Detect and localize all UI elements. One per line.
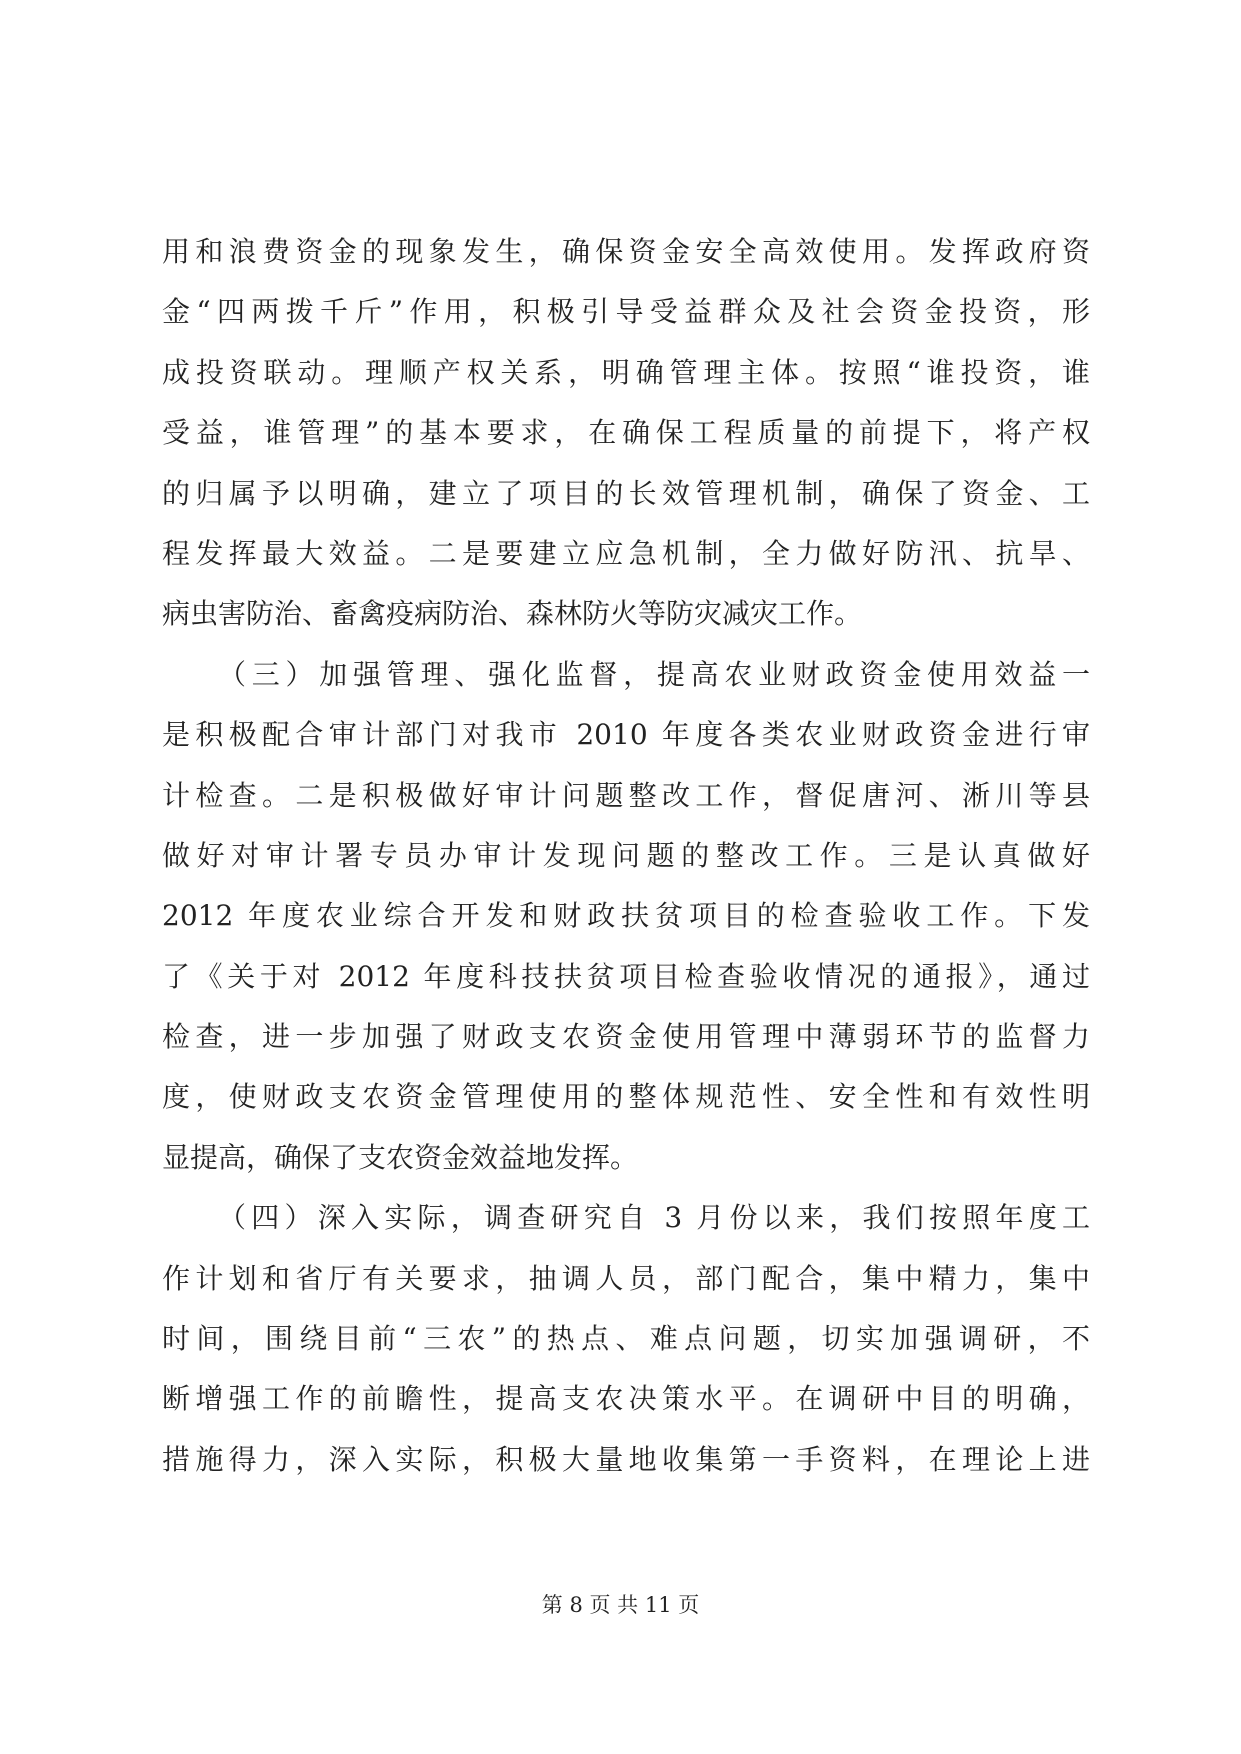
paragraph-line: 用和浪费资金的现象发生，确保资金安全高效使用。发挥政府资 [162, 235, 1090, 268]
paragraph-line: 成投资联动。理顺产权关系，明确管理主体。按照“谁投资，谁 [162, 355, 1090, 389]
paragraph-line: 受益，谁管理”的基本要求，在确保工程质量的前提下，将产权 [162, 416, 1090, 450]
paragraph-line: 时间，围绕目前“三农”的热点、难点问题，切实加强调研，不 [162, 1322, 1090, 1356]
paragraph-line: 程发挥最大效益。二是要建立应急机制，全力做好防汛、抗旱、 [162, 536, 1090, 570]
paragraph-line: 是积极配合审计部门对我市 2010 年度各类农业财政资金进行审 [162, 718, 1090, 752]
paragraph-line: 断增强工作的前瞻性，提高支农决策水平。在调研中目的明确， [162, 1382, 1090, 1416]
paragraph-line: 显提高，确保了支农资金效益地发挥。 [162, 1140, 639, 1174]
paragraph-line: （三）加强管理、强化监督，提高农业财政资金使用效益一 [218, 657, 1090, 691]
paragraph-line: 了《关于对 2012 年度科技扶贫项目检查验收情况的通报》，通过 [162, 959, 1090, 993]
paragraph-line: 2012 年度农业综合开发和财政扶贫项目的检查验收工作。下发 [162, 899, 1090, 933]
paragraph-line: 措施得力，深入实际，积极大量地收集第一手资料，在理论上进 [162, 1442, 1090, 1476]
paragraph-line: 作计划和省厅有关要求，抽调人员，部门配合，集中精力，集中 [162, 1261, 1090, 1295]
paragraph-line: 做好对审计署专员办审计发现问题的整改工作。三是认真做好 [162, 838, 1090, 872]
paragraph-line: 金“四两拨千斤”作用，积极引导受益群众及社会资金投资，形 [162, 295, 1090, 329]
page-number-footer: 第 8 页 共 11 页 [541, 1593, 700, 1617]
paragraph-line: 病虫害防治、畜禽疫病防治、森林防火等防灾减灾工作。 [162, 597, 863, 631]
body-text [162, 222, 1090, 1490]
paragraph-line: 检查，进一步加强了财政支农资金使用管理中薄弱环节的监督力 [162, 1020, 1090, 1054]
paragraph-line: 计检查。二是积极做好审计问题整改工作，督促唐河、淅川等县 [162, 778, 1090, 812]
paragraph-line: 的归属予以明确，建立了项目的长效管理机制，确保了资金、工 [162, 476, 1090, 510]
paragraph-line: （四）深入实际，调查研究自 3 月份以来，我们按照年度工 [218, 1201, 1090, 1235]
paragraph-line: 度，使财政支农资金管理使用的整体规范性、安全性和有效性明 [162, 1080, 1090, 1114]
